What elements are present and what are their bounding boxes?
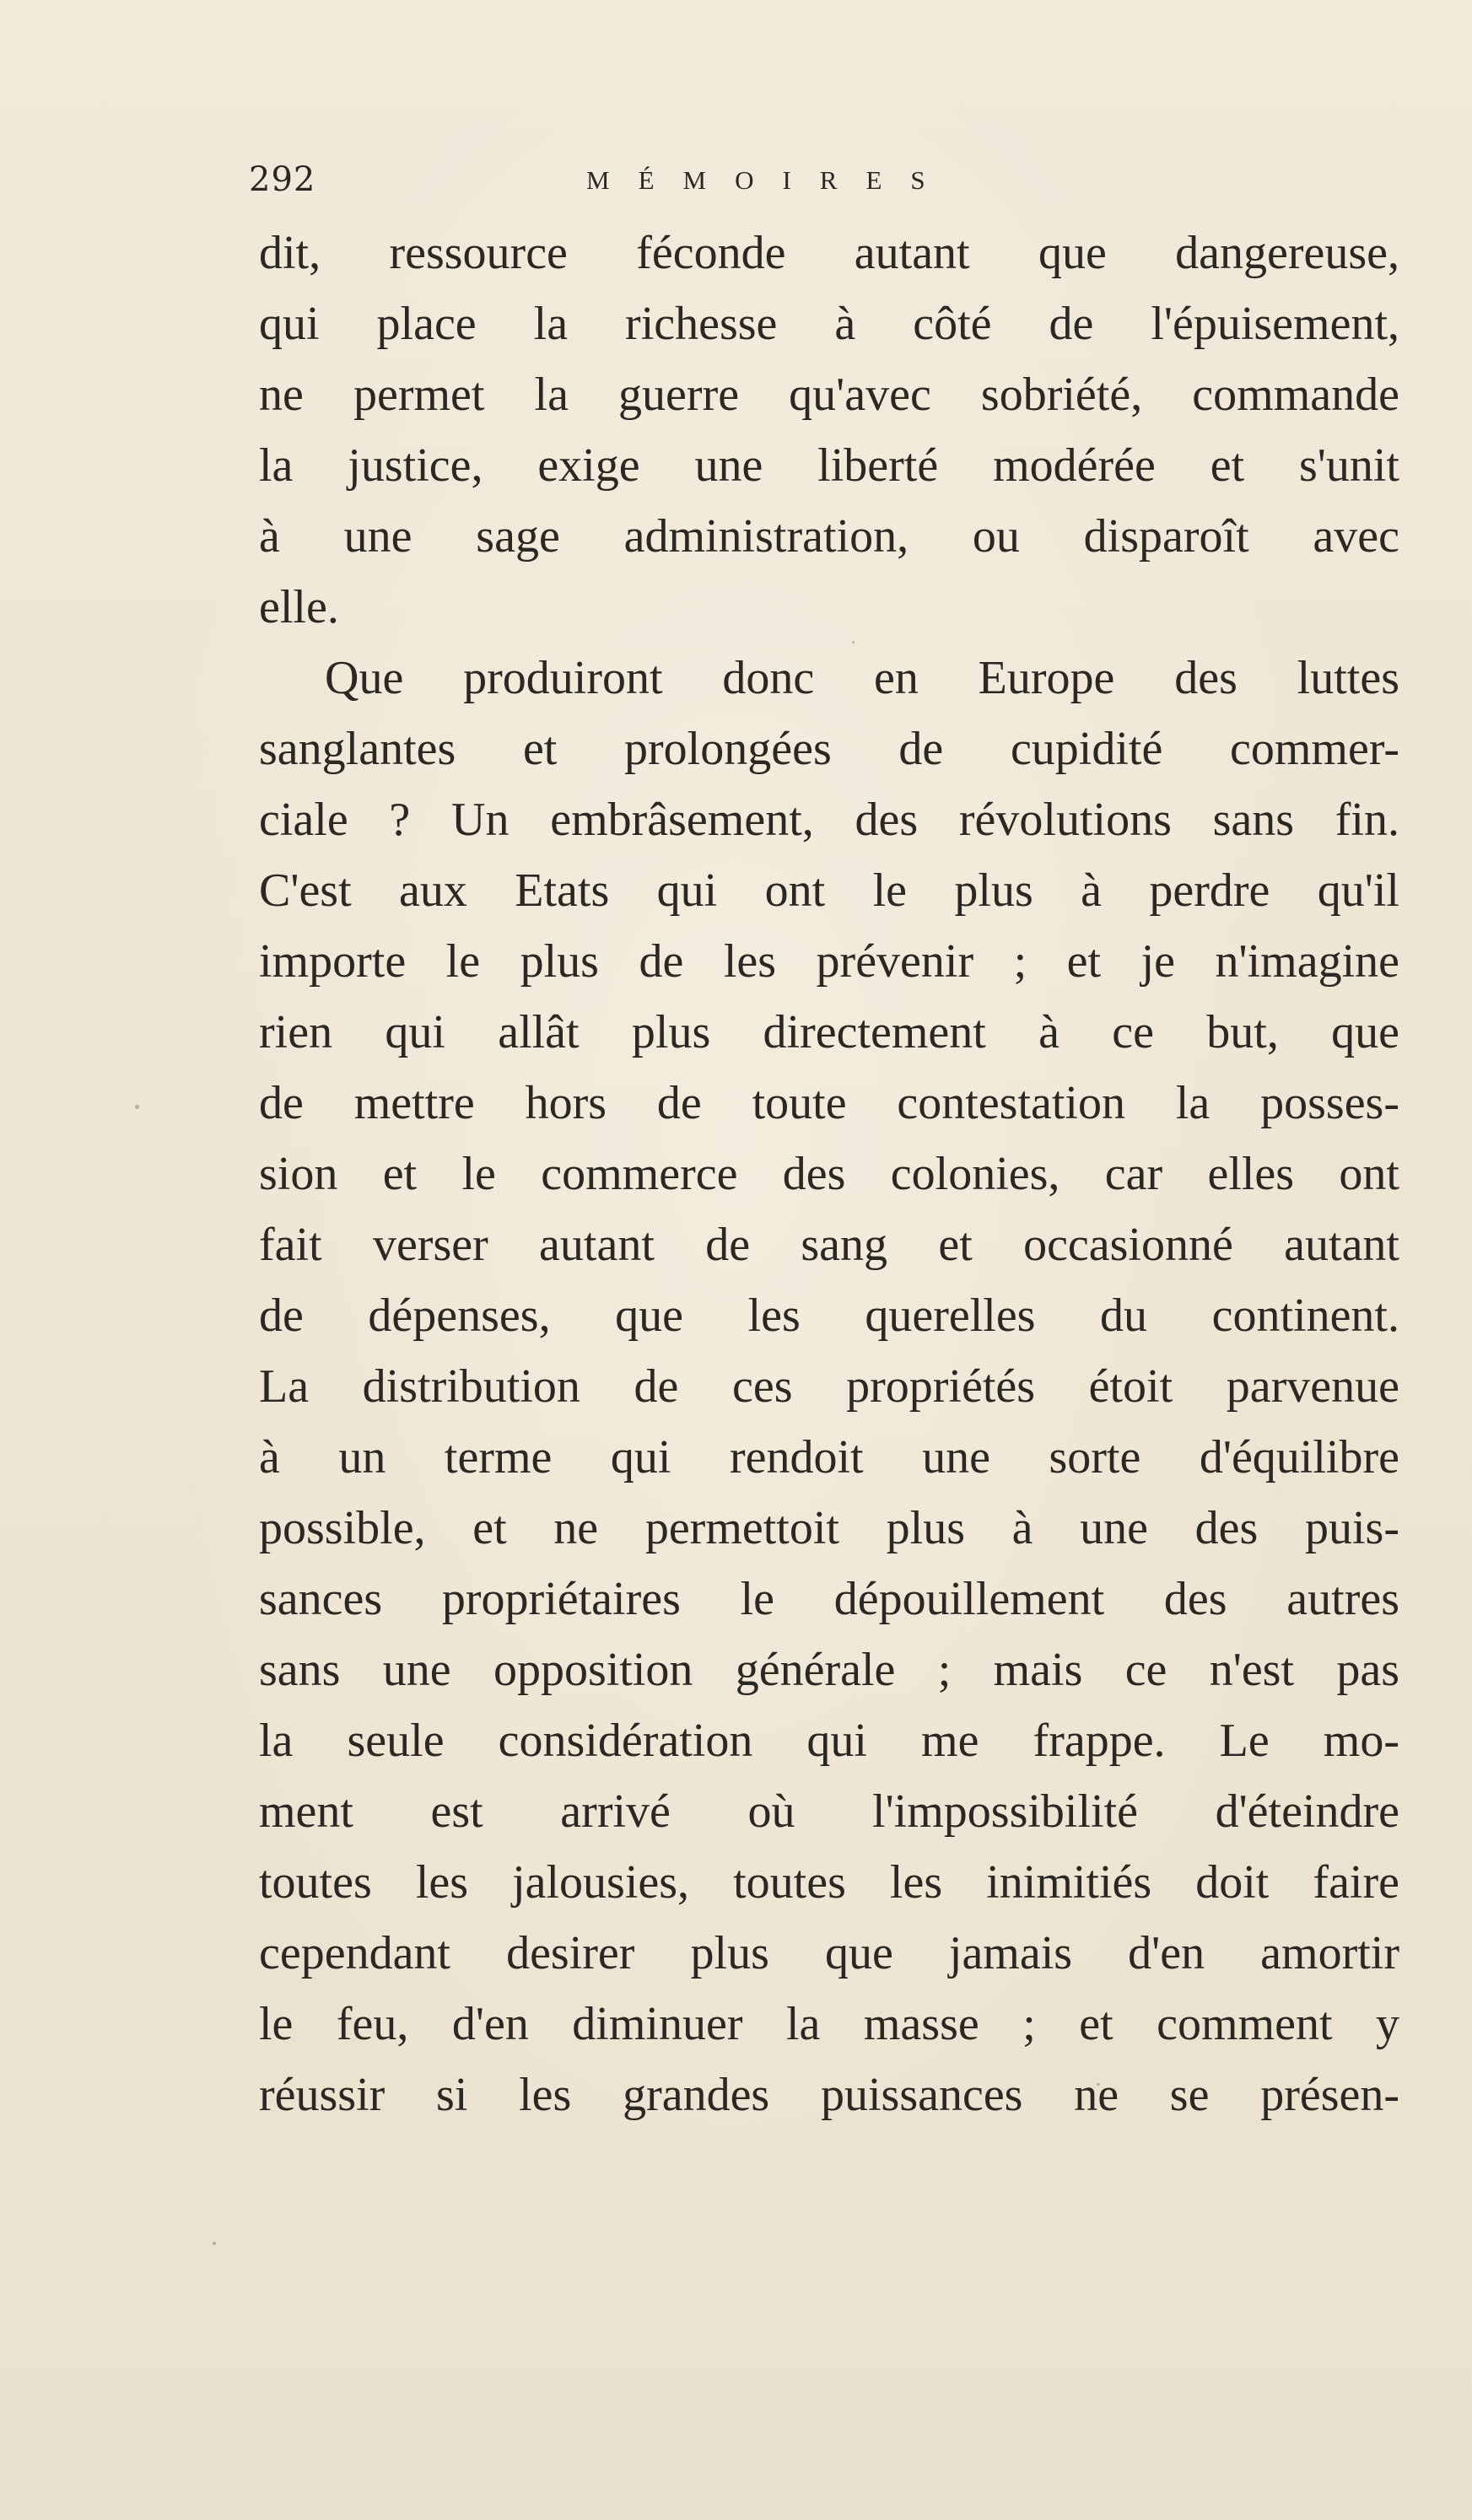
text-line: possible, et ne permettoit plus à une des puis- xyxy=(259,1502,1399,1554)
text-line: la justice, exige une liberté modérée et s'unit xyxy=(259,439,1399,492)
text-line: la seule considération qui me frappe. Le mo- xyxy=(259,1715,1399,1767)
text-line: sans une opposition générale ; mais ce n'est pas xyxy=(259,1644,1399,1696)
text-line: La distribution de ces propriétés étoit parvenue xyxy=(259,1360,1399,1413)
text-line: ciale ? Un embrâsement, des révolutions sans fin. xyxy=(259,794,1399,846)
text-line: importe le plus de les prévenir ; et je n'imagine xyxy=(259,935,1399,988)
text-line: toutes les jalousies, toutes les inimitiés doit faire xyxy=(259,1856,1399,1909)
text-line: le feu, d'en diminuer la masse ; et comment y xyxy=(259,1998,1399,2050)
text-line: C'est aux Etats qui ont le plus à perdre qu'il xyxy=(259,864,1399,917)
text-line: qui place la richesse à côté de l'épuisement, xyxy=(259,298,1399,350)
text-line: dit, ressource féconde autant que dangereuse, xyxy=(259,227,1399,279)
paper-speck xyxy=(135,1105,139,1109)
text-line: fait verser autant de sang et occasionné autant xyxy=(259,1219,1399,1271)
text-line: à une sage administration, ou disparoît avec xyxy=(259,510,1399,563)
page-number: 292 xyxy=(249,160,316,199)
running-title: MÉMOIRES xyxy=(586,165,954,195)
paper-speck xyxy=(213,2242,216,2245)
text-line: ne permet la guerre qu'avec sobriété, commande xyxy=(259,369,1399,421)
text-line: ment est arrivé où l'impossibilité d'éteindre xyxy=(259,1785,1399,1838)
text-line: rien qui allât plus directement à ce but, que xyxy=(259,1006,1399,1058)
text-line: sanglantes et prolongées de cupidité commer- xyxy=(259,723,1399,775)
text-line: réussir si les grandes puissances ne se présen- xyxy=(259,2069,1399,2121)
text-line: elle. xyxy=(259,581,339,633)
text-line: à un terme qui rendoit une sorte d'équilibre xyxy=(259,1431,1399,1483)
body-text xyxy=(259,218,1399,2130)
running-header xyxy=(249,160,1388,211)
text-line: de mettre hors de toute contestation la posses- xyxy=(259,1077,1399,1129)
text-line: cependant desirer plus que jamais d'en amortir xyxy=(259,1927,1399,1979)
text-line: sion et le commerce des colonies, car elles ont xyxy=(259,1148,1399,1200)
paragraph-start-line: Que produiront donc en Europe des luttes xyxy=(325,652,1399,704)
text-line: sances propriétaires le dépouillement des autres xyxy=(259,1573,1399,1625)
text-line: de dépenses, que les querelles du continent. xyxy=(259,1290,1399,1342)
